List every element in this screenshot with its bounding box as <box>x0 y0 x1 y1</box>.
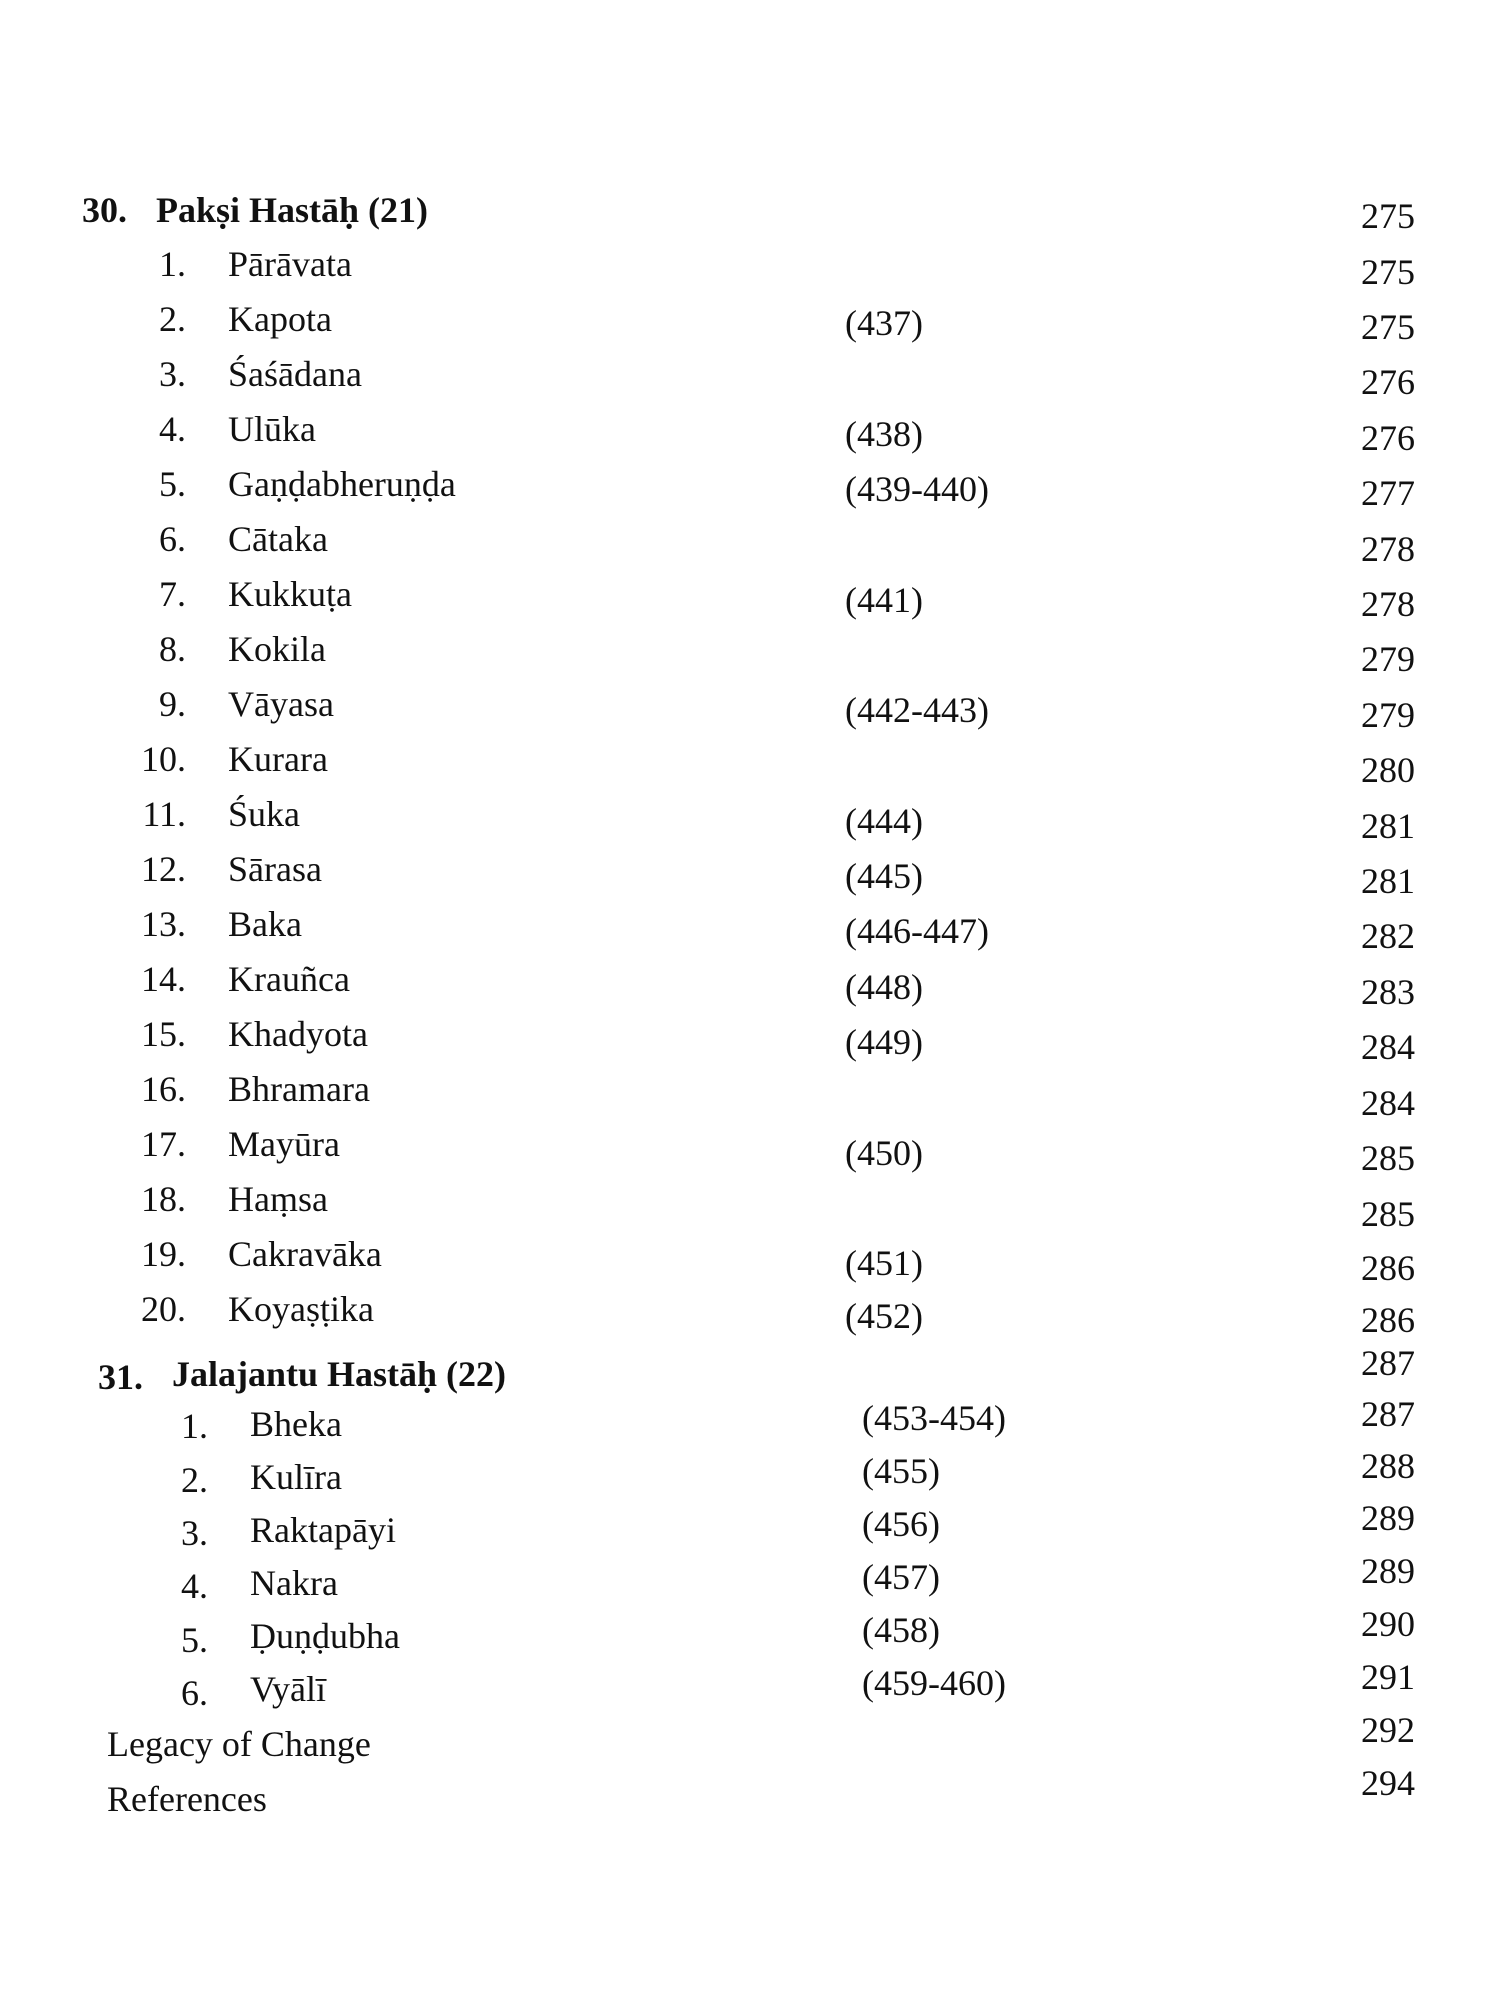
toc-item-number: 14. <box>141 959 186 999</box>
toc-item-number: 1. <box>159 244 186 284</box>
toc-item-figure: (444) <box>845 801 923 841</box>
toc-item-name: Nakra <box>250 1563 338 1603</box>
toc-item-name: Kokila <box>228 629 326 669</box>
toc-item-name: Bhramara <box>228 1069 370 1109</box>
toc-item-name: Kapota <box>228 299 332 339</box>
toc-item-figure: (445) <box>845 856 923 896</box>
toc-item-number: 6. <box>181 1673 208 1713</box>
toc-item-number: 18. <box>141 1179 186 1219</box>
toc-item-page: 286 <box>1361 1248 1415 1288</box>
toc-item-number: 5. <box>159 464 186 504</box>
toc-item-page: 289 <box>1361 1551 1415 1591</box>
toc-item-page: 278 <box>1361 584 1415 624</box>
toc-item-page: 285 <box>1361 1138 1415 1178</box>
toc-item-page: 275 <box>1361 252 1415 292</box>
toc-item-page: 285 <box>1361 1194 1415 1234</box>
toc-item-number: 19. <box>141 1234 186 1274</box>
toc-item-page: 291 <box>1361 1657 1415 1697</box>
toc-item-page: 288 <box>1361 1446 1415 1486</box>
toc-item-number: 10. <box>141 739 186 779</box>
section-title: Jalajantu Hastāḥ (22) <box>172 1354 507 1394</box>
toc-item-name: Cātaka <box>228 519 328 559</box>
toc-entry-page: 292 <box>1361 1710 1415 1750</box>
section-page: 287 <box>1361 1343 1415 1383</box>
toc-item-number: 8. <box>159 629 186 669</box>
toc-item-name: Baka <box>228 904 302 944</box>
toc-item-figure: (446-447) <box>845 911 989 951</box>
toc-item-name: Cakravāka <box>228 1234 382 1274</box>
toc-item-figure: (441) <box>845 580 923 620</box>
toc-item-name: Śuka <box>228 794 300 834</box>
toc-item-name: Kulīra <box>250 1457 342 1497</box>
toc-item-name: Gaṇḍabheruṇḍa <box>228 464 456 504</box>
toc-item-name: Koyaṣṭika <box>228 1289 374 1329</box>
toc-item-name: Vāyasa <box>228 684 334 724</box>
section-number: 30. <box>82 190 127 230</box>
toc-item-figure: (448) <box>845 967 923 1007</box>
toc-item-number: 11. <box>142 794 186 834</box>
toc-item-number: 1. <box>181 1406 208 1446</box>
toc-item-name: Krauñca <box>228 959 350 999</box>
toc-item-figure: (449) <box>845 1022 923 1062</box>
toc-item-number: 7. <box>159 574 186 614</box>
toc-item-name: Haṃsa <box>228 1179 328 1219</box>
toc-item-page: 278 <box>1361 529 1415 569</box>
toc-item-page: 282 <box>1361 916 1415 956</box>
toc-item-page: 281 <box>1361 806 1415 846</box>
toc-item-number: 2. <box>181 1460 208 1500</box>
toc-item-page: 289 <box>1361 1498 1415 1538</box>
toc-item-name: Khadyota <box>228 1014 368 1054</box>
toc-item-page: 276 <box>1361 418 1415 458</box>
toc-item-page: 284 <box>1361 1083 1415 1123</box>
section-number: 31. <box>98 1357 143 1397</box>
toc-item-name: Vyālī <box>250 1669 326 1709</box>
toc-item-page: 280 <box>1361 750 1415 790</box>
toc-item-name: Kukkuṭa <box>228 574 352 614</box>
toc-item-number: 4. <box>159 409 186 449</box>
toc-item-page: 277 <box>1361 473 1415 513</box>
toc-item-number: 9. <box>159 684 186 724</box>
toc-item-name: Mayūra <box>228 1124 340 1164</box>
toc-item-page: 281 <box>1361 861 1415 901</box>
toc-item-figure: (453-454) <box>862 1398 1006 1438</box>
toc-item-name: Ulūka <box>228 409 316 449</box>
toc-item-figure: (450) <box>845 1133 923 1173</box>
toc-item-number: 20. <box>141 1289 186 1329</box>
section-page: 275 <box>1361 196 1415 236</box>
toc-item-number: 4. <box>181 1566 208 1606</box>
toc-item-figure: (452) <box>845 1296 923 1336</box>
toc-item-number: 16. <box>141 1069 186 1109</box>
toc-item-name: Sārasa <box>228 849 322 889</box>
toc-item-number: 12. <box>141 849 186 889</box>
toc-item-page: 287 <box>1361 1394 1415 1434</box>
toc-item-number: 6. <box>159 519 186 559</box>
toc-item-number: 15. <box>141 1014 186 1054</box>
toc-item-page: 290 <box>1361 1604 1415 1644</box>
toc-item-page: 286 <box>1361 1300 1415 1340</box>
toc-item-name: Bheka <box>250 1404 342 1444</box>
toc-item-name: Raktapāyi <box>250 1510 396 1550</box>
toc-item-figure: (458) <box>862 1610 940 1650</box>
toc-item-figure: (459-460) <box>862 1663 1006 1703</box>
toc-item-name: Pārāvata <box>228 244 352 284</box>
toc-item-name: Śaśādana <box>228 354 362 394</box>
toc-item-number: 17. <box>141 1124 186 1164</box>
toc-item-figure: (456) <box>862 1504 940 1544</box>
toc-item-page: 276 <box>1361 362 1415 402</box>
toc-entry-legacy-of-change: Legacy of Change <box>107 1724 371 1764</box>
toc-item-figure: (442-443) <box>845 690 989 730</box>
toc-entry-references: References <box>107 1779 267 1819</box>
toc-item-number: 2. <box>159 299 186 339</box>
toc-entry-page: 294 <box>1361 1763 1415 1803</box>
toc-item-name: Ḍuṇḍubha <box>250 1616 400 1656</box>
toc-item-figure: (437) <box>845 303 923 343</box>
toc-item-name: Kurara <box>228 739 328 779</box>
toc-item-figure: (457) <box>862 1557 940 1597</box>
toc-item-number: 13. <box>141 904 186 944</box>
toc-item-number: 5. <box>181 1620 208 1660</box>
toc-item-figure: (455) <box>862 1451 940 1491</box>
toc-item-figure: (451) <box>845 1243 923 1283</box>
toc-item-page: 284 <box>1361 1027 1415 1067</box>
toc-item-page: 275 <box>1361 307 1415 347</box>
section-title: Pakṣi Hastāḥ (21) <box>156 190 429 230</box>
toc-item-number: 3. <box>181 1513 208 1553</box>
toc-item-number: 3. <box>159 354 186 394</box>
toc-item-page: 279 <box>1361 639 1415 679</box>
toc-item-figure: (439-440) <box>845 469 989 509</box>
toc-item-figure: (438) <box>845 414 923 454</box>
toc-item-page: 283 <box>1361 972 1415 1012</box>
toc-item-page: 279 <box>1361 695 1415 735</box>
